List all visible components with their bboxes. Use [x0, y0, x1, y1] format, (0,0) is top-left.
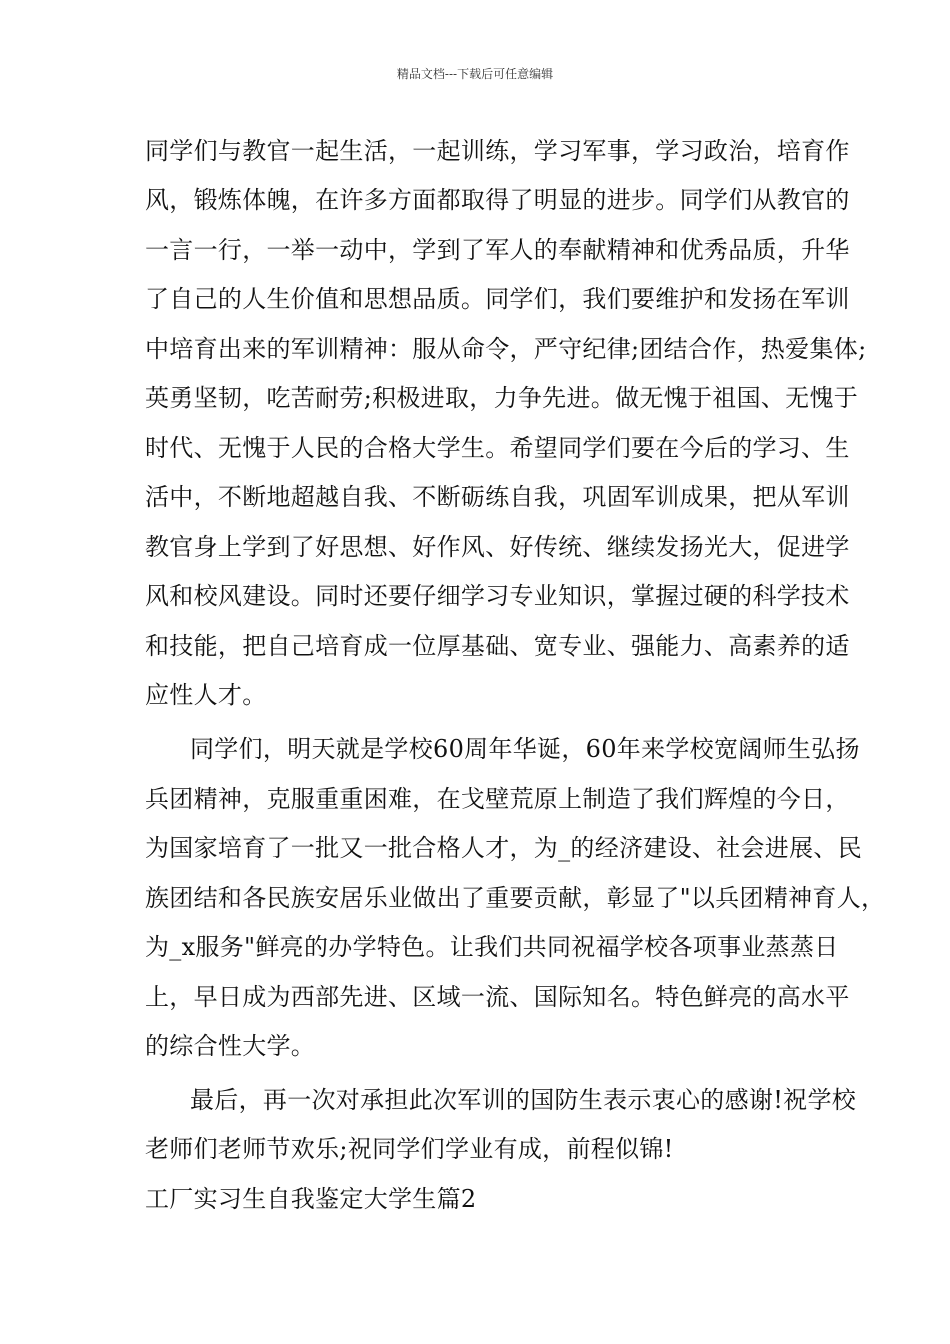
text-line: 英勇坚韧，吃苦耐劳;积极进取，力争先进。做无愧于祖国、无愧于 [145, 384, 859, 412]
text-line: 时代、无愧于人民的合格大学生。希望同学们要在今后的学习、生 [145, 434, 850, 462]
text-line: 老师们老师节欢乐;祝同学们学业有成，前程似锦! [145, 1135, 674, 1163]
text-line: 应性人才。 [145, 681, 267, 709]
text-line: 同学们，明天就是学校60周年华诞，60年来学校宽阔师生弘扬 [190, 735, 860, 763]
text-line: 教官身上学到了好思想、好作风、好传统、继续发扬光大，促进学 [145, 533, 850, 561]
text-line: 族团结和各民族安居乐业做出了重要贡献，彰显了"以兵团精神育人， [145, 884, 886, 912]
page-header: 精品文档---下载后可任意编辑 [396, 67, 554, 81]
section-heading: 工厂实习生自我鉴定大学生篇2 [145, 1185, 477, 1213]
text-line: 活中，不断地超越自我、不断砺练自我，巩固军训成果，把从军训 [145, 483, 850, 511]
text-line: 中培育出来的军训精神：服从命令，严守纪律;团结合作，热爱集体; [145, 335, 867, 363]
text-line: 为国家培育了一批又一批合格人才，为_的经济建设、社会进展、民 [145, 834, 862, 862]
text-line: 风和校风建设。同时还要仔细学习专业知识，掌握过硬的科学技术 [145, 582, 850, 610]
text-line: 和技能，把自己培育成一位厚基础、宽专业、强能力、高素养的适 [145, 632, 850, 660]
text-line: 了自己的人生价值和思想品质。同学们，我们要维护和发扬在军训 [145, 285, 850, 313]
text-line: 为_x服务"鲜亮的办学特色。让我们共同祝福学校各项事业蒸蒸日 [145, 933, 839, 961]
text-line: 上，早日成为西部先进、区域一流、国际知名。特色鲜亮的高水平 [145, 983, 850, 1011]
text-line: 的综合性大学。 [145, 1032, 316, 1060]
text-line: 兵团精神，克服重重困难，在戈壁荒原上制造了我们辉煌的今日， [145, 785, 850, 813]
text-line: 一言一行，一举一动中，学到了军人的奉献精神和优秀品质，升华 [145, 236, 850, 264]
text-line: 最后，再一次对承担此次军训的国防生表示衷心的感谢!祝学校 [190, 1086, 857, 1114]
text-line: 同学们与教官一起生活，一起训练，学习军事，学习政治，培育作 [145, 137, 850, 165]
text-line: 风，锻炼体魄，在许多方面都取得了明显的进步。同学们从教官的 [145, 186, 850, 214]
